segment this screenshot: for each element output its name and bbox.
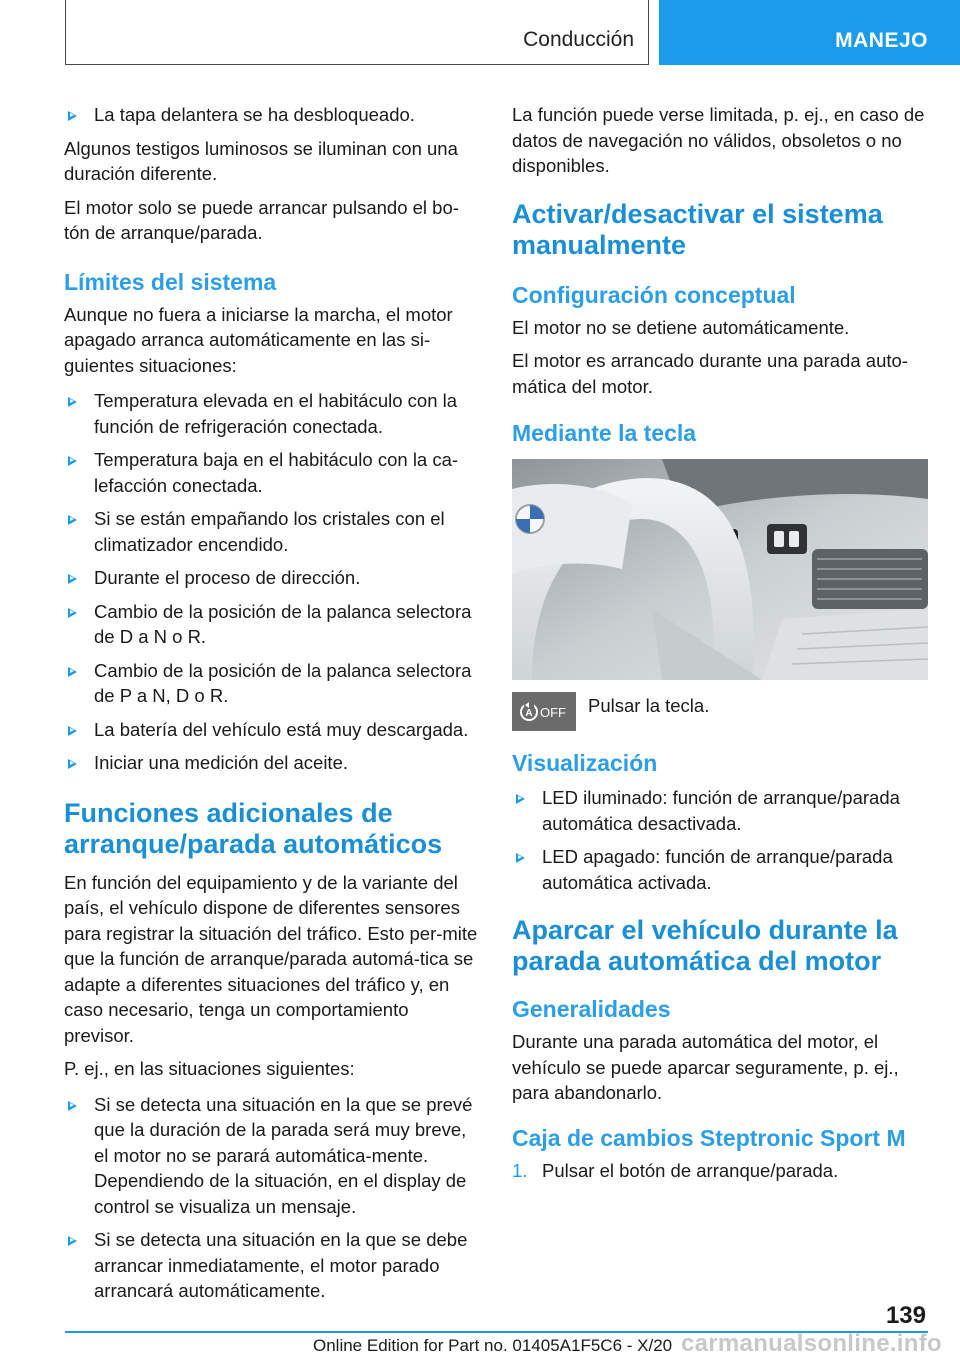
list-item: La batería del vehículo está muy descargada.	[64, 717, 480, 743]
list-item: LED apagado: función de arranque/parada automática activada.	[512, 844, 928, 895]
auto-start-stop-off-icon	[512, 692, 576, 731]
paragraph: Durante una parada automática del motor, el vehículo se puede aparcar seguramente, p. ej., para abandonarlo.	[512, 1031, 899, 1103]
steps-list	[512, 1158, 928, 1184]
list-item: LED iluminado: función de arranque/parada automática desactivada.	[512, 785, 928, 836]
bullet-list-situations	[64, 1092, 480, 1304]
list-item: Durante el proceso de dirección.	[64, 565, 480, 591]
off-label: OFF	[540, 704, 566, 720]
left-column	[64, 102, 480, 1312]
heading-button: Mediante la tecla	[512, 420, 697, 446]
list-item: Si se detecta una situación en la que se prevé que la duración de la parada será muy breve, el motor no se parará automática‐mente. Dependiendo de la situación, en el display de control se visualiza un mensaje.	[64, 1092, 480, 1220]
bullet-list-limits	[64, 388, 480, 776]
paragraph: El motor solo se puede arrancar pulsando el bo‐tón de arranque/parada.	[64, 196, 459, 243]
header-chapter-tab	[659, 0, 960, 65]
paragraph: El motor es arrancado durante una parada auto‐mática del motor.	[512, 350, 908, 397]
page-number: 139	[885, 1302, 926, 1329]
triangle-bullet-icon	[68, 574, 77, 584]
triangle-bullet-icon	[68, 726, 77, 736]
triangle-bullet-icon	[516, 853, 525, 863]
triangle-bullet-icon	[68, 397, 77, 407]
list-item: Temperatura elevada en el habitáculo con la función de refrigeración conectada.	[64, 388, 480, 439]
heading-limits: Límites del sistema	[64, 268, 277, 295]
triangle-bullet-icon	[68, 1101, 77, 1111]
heading-display: Visualización	[512, 750, 658, 776]
paragraph: En función del equipamiento y de la variante del país, el vehículo dispone de diferentes sensores para registrar la situación del tráfico. Esto per‐mite que la función de arranque/parada automá‐tica se adapte a diferentes situaciones del tráfico y, en caso necesario, tenga un comportamiento previsor.	[64, 871, 478, 1046]
footer-edition: Online Edition for Part no. 01405A1F5C6 - X/20	[313, 1336, 673, 1355]
heading-gearbox: Caja de cambios Steptronic Sport M	[512, 1124, 906, 1151]
bullet-list-top	[64, 102, 480, 128]
header-chapter-label: MANEJO	[835, 29, 928, 52]
triangle-bullet-icon	[516, 794, 525, 804]
paragraph: Algunos testigos luminosos se iluminan con una duración diferente.	[64, 137, 458, 184]
button-instruction-text: Pulsar la tecla.	[588, 695, 710, 716]
list-item: Si se están empañando los cristales con el climatizador encendido.	[64, 506, 480, 557]
heading-config: Configuración conceptual	[512, 281, 796, 308]
paragraph: El motor no se detiene automáticamente.	[512, 316, 850, 338]
list-item: La tapa delantera se ha desbloqueado.	[64, 102, 480, 128]
heading-general: Generalidades	[512, 996, 671, 1022]
paragraph: P. ej., en las situaciones siguientes:	[64, 1058, 355, 1079]
watermark: carmanualsonline.info	[680, 1330, 942, 1357]
list-item: Cambio de la posición de la palanca selectora de P a N, D o R.	[64, 658, 480, 709]
triangle-bullet-icon	[68, 667, 77, 677]
bullet-list-display	[512, 785, 928, 895]
heading-functions: Funciones adicionales de arranque/parada automáticos	[64, 797, 443, 859]
paragraph: Aunque no fuera a iniciarse la marcha, el motor apagado arranca automáticamente en las si‐guientes situaciones:	[64, 303, 453, 376]
list-item: Cambio de la posición de la palanca selectora de D a N o R.	[64, 599, 480, 650]
header-section-box	[65, 0, 649, 65]
button-instruction	[512, 692, 928, 731]
list-item: 1. Pulsar el botón de arranque/parada.	[512, 1158, 928, 1184]
triangle-bullet-icon	[68, 759, 77, 769]
dashboard-photo	[512, 459, 928, 680]
paragraph: La función puede verse limitada, p. ej., en caso de datos de navegación no válidos, obsoletos o no disponibles.	[512, 104, 925, 176]
list-item: Temperatura baja en el habitáculo con la ca‐lefacción conectada.	[64, 447, 480, 498]
heading-park: Aparcar el vehículo durante la parada automática del motor	[512, 915, 898, 976]
triangle-bullet-icon	[68, 1236, 77, 1246]
list-item: Iniciar una medición del aceite.	[64, 750, 480, 776]
step-number: 1.	[512, 1159, 528, 1181]
right-column	[512, 102, 928, 1191]
header-section-title: Conducción	[523, 28, 634, 51]
triangle-bullet-icon	[68, 111, 77, 121]
list-item: Si se detecta una situación en la que se debe arrancar inmediatamente, el motor parado arrancará automáticamente.	[64, 1227, 480, 1304]
svg-text:A: A	[525, 707, 533, 719]
heading-manual: Activar/desactivar el sistema manualmente	[512, 198, 883, 260]
triangle-bullet-icon	[68, 608, 77, 618]
triangle-bullet-icon	[68, 456, 77, 466]
triangle-bullet-icon	[68, 515, 77, 525]
